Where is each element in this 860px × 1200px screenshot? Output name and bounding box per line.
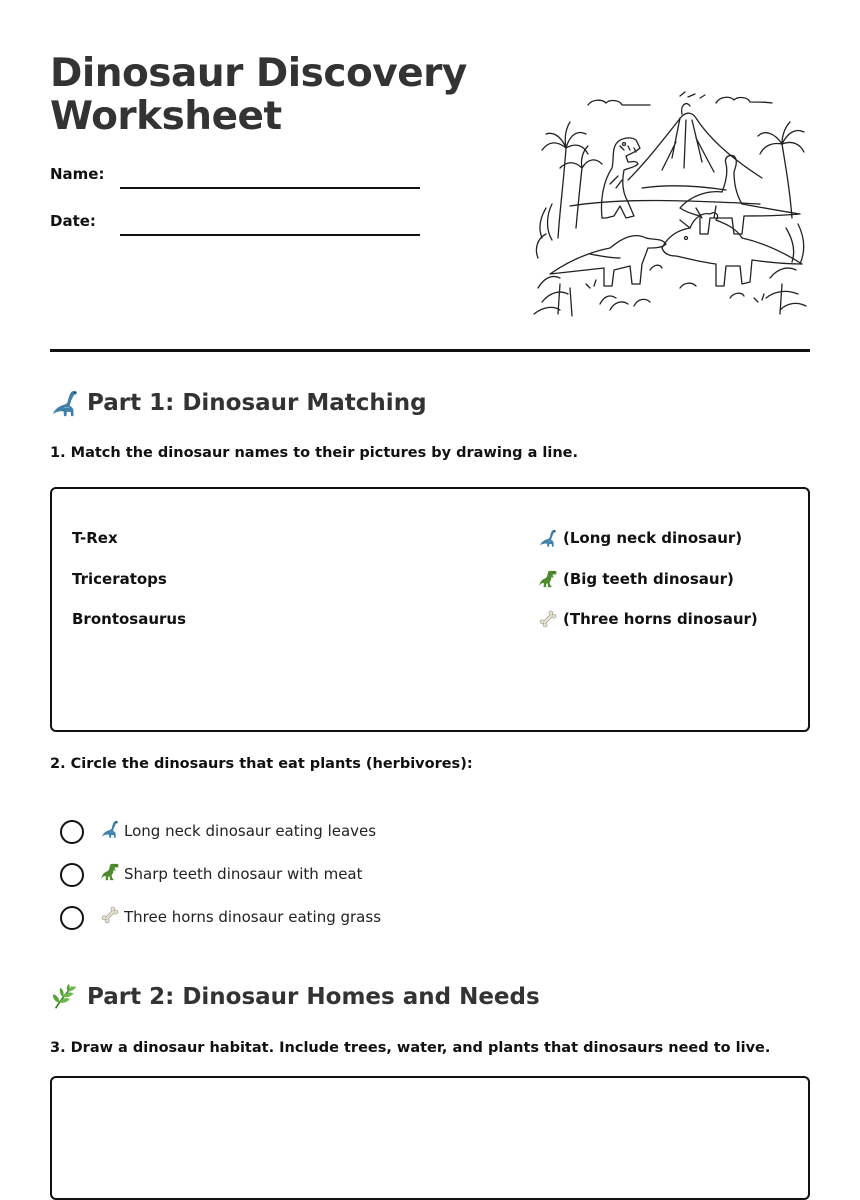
- name-line[interactable]: [120, 187, 420, 189]
- dinosaur-picture-label: (Three horns dinosaur): [563, 610, 758, 628]
- herbivore-option[interactable]: [60, 904, 381, 947]
- palm-left: [558, 148, 566, 238]
- cloud-right: [716, 97, 772, 103]
- dinosaur-names-column: [72, 529, 186, 651]
- option-circle[interactable]: [60, 863, 84, 887]
- t-rex-outline: [601, 138, 640, 218]
- bone-icon: [99, 905, 121, 925]
- date-field[interactable]: [50, 212, 420, 236]
- part2-title-text: Part 2: Dinosaur Homes and Needs: [87, 984, 540, 1010]
- dinosaur-picture-item[interactable]: [537, 610, 758, 651]
- matching-box[interactable]: [50, 487, 810, 732]
- option-circle[interactable]: [60, 906, 84, 930]
- worksheet-title: Dinosaur Discovery Worksheet: [50, 51, 467, 139]
- dinosaur-name-item[interactable]: [72, 529, 186, 570]
- dinosaur-name-label: T-Rex: [72, 529, 118, 547]
- dinosaur-picture-item[interactable]: [537, 570, 758, 611]
- question-2: 2. Circle the dinosaurs that eat plants (herbivores):: [50, 756, 473, 772]
- herbivore-options: [60, 818, 381, 947]
- option-circle[interactable]: [60, 820, 84, 844]
- t-rex-icon: [99, 862, 121, 882]
- question-1: 1. Match the dinosaur names to their pictures by drawing a line.: [50, 445, 579, 461]
- sauropod-icon: [537, 528, 559, 548]
- sauropod-icon: [50, 388, 80, 418]
- dinosaur-name-label: Brontosaurus: [72, 610, 187, 628]
- name-field[interactable]: [50, 165, 420, 189]
- herbivore-option[interactable]: [60, 818, 381, 861]
- dinosaur-pictures-column: [537, 529, 758, 651]
- question-3: 3. Draw a dinosaur habitat. Include trees, water, and plants that dinosaurs need to live.: [50, 1040, 771, 1056]
- herb-icon: [50, 982, 80, 1012]
- option-label: Three horns dinosaur eating grass: [124, 908, 382, 926]
- sauropod-icon: [99, 819, 121, 839]
- habitat-drawing-box[interactable]: [50, 1076, 810, 1200]
- dinosaur-scene-illustration: [530, 88, 810, 320]
- palm-right: [782, 144, 792, 218]
- header-divider: [50, 349, 810, 352]
- date-label: Date:: [50, 212, 96, 230]
- dinosaur-picture-label: (Big teeth dinosaur): [563, 569, 734, 588]
- dinosaur-name-item[interactable]: [72, 610, 186, 651]
- volcano: [628, 113, 762, 180]
- option-label: Long neck dinosaur eating leaves: [124, 822, 377, 840]
- part2-title: [50, 982, 540, 1012]
- dinosaur-picture-item[interactable]: [537, 529, 758, 570]
- part1-title-text: Part 1: Dinosaur Matching: [87, 390, 427, 416]
- date-line[interactable]: [120, 234, 420, 236]
- option-label: Sharp teeth dinosaur with meat: [124, 865, 363, 883]
- dinosaur-name-label: Triceratops: [72, 569, 167, 588]
- bone-icon: [537, 609, 559, 629]
- part1-title: [50, 388, 427, 418]
- cloud-left: [588, 100, 650, 105]
- triceratops-outline: [662, 213, 802, 286]
- t-rex-icon: [537, 569, 559, 589]
- herbivore-option[interactable]: [60, 861, 381, 904]
- dinosaur-picture-label: (Long neck dinosaur): [563, 529, 743, 547]
- sauropod-outline: [680, 155, 800, 234]
- dinosaur-name-item[interactable]: [72, 570, 186, 611]
- name-label: Name:: [50, 165, 105, 183]
